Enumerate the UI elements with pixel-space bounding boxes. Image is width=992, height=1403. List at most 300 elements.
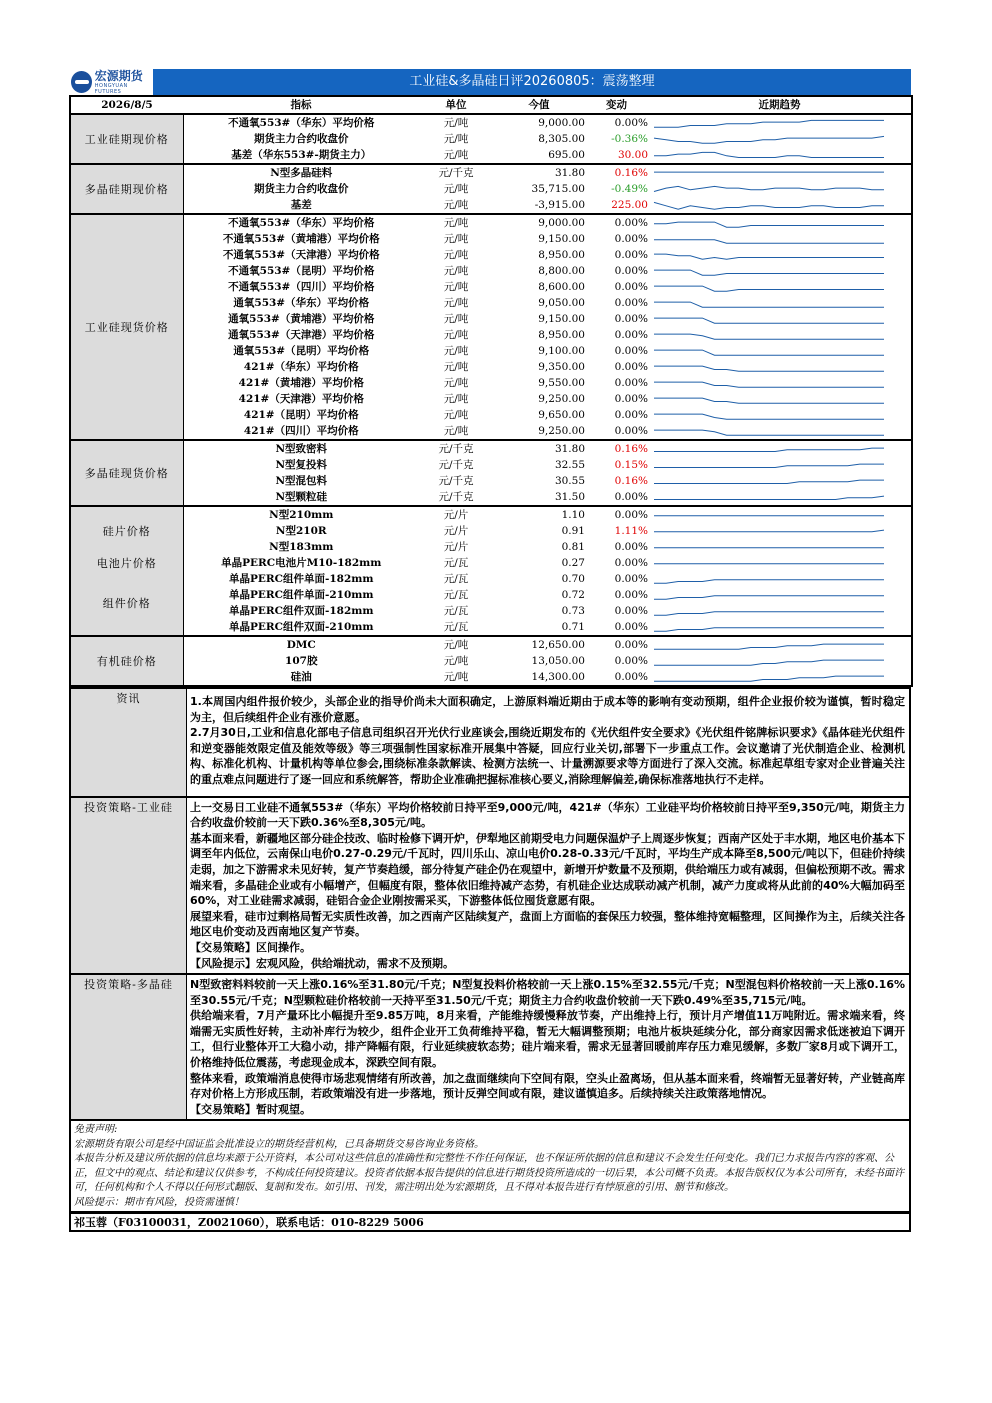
trend-cell bbox=[648, 636, 912, 653]
commentary-table bbox=[69, 687, 911, 1121]
change-cell: -0.49% bbox=[611, 182, 648, 195]
change-cell: 0.00% bbox=[614, 572, 648, 585]
trend-cell bbox=[648, 279, 912, 295]
table-row bbox=[70, 523, 912, 539]
disclaimer-line: 本报告分析及建议所依据的信息均来源于公开资料，本公司对这些信息的准确性和完整性不作任何保证，也不保证所依据的信息和建议不会发生任何变化。我们已力求报告内容的客观、公正，但文中的观点、结论和建议仅供参考，不构成任何投资建议。投资者依据本报告提供的信息进行期货投资所造成的一切后果，本公司概不负责。本报告版权仅为本公司所有，未经书面许可，任何机构和个人不得以任何形式翻版、复制和发布。如引用、刊发，需注明出处为宏源期货，且不得对本报告进行有悖原意的引用、删节和修改。 bbox=[74, 1153, 904, 1194]
indicator-name: N型多晶硅料 bbox=[183, 164, 419, 181]
unit-cell: 元/吨 bbox=[443, 392, 469, 405]
change-cell: 0.00% bbox=[585, 619, 648, 636]
section-paragraph: 1.本周国内组件报价较少，头部企业的指导价尚未大面积确定，上游原料端近期由于成本等的影响有变动预期，组件企业报价较为谨慎，暂时稳定为主，但后续组件企业有涨价意愿。 bbox=[190, 695, 905, 724]
trend-cell bbox=[648, 327, 912, 343]
sparkline-path bbox=[654, 414, 884, 419]
trend-cell bbox=[648, 263, 912, 279]
unit-cell: 元/吨 bbox=[419, 636, 493, 653]
unit-cell: 元/千克 bbox=[419, 440, 493, 457]
change-cell: -0.36% bbox=[611, 132, 648, 145]
unit-cell: 元/吨 bbox=[443, 360, 469, 373]
sparkline-path bbox=[654, 480, 884, 483]
change-cell: 0.00% bbox=[585, 489, 648, 506]
table-row bbox=[70, 587, 912, 603]
unit-cell: 元/吨 bbox=[443, 654, 469, 667]
table-row bbox=[70, 636, 912, 653]
unit-cell: 元/片 bbox=[443, 540, 469, 553]
value-cell: 0.91 bbox=[561, 524, 585, 537]
value-cell: 8,600.00 bbox=[538, 280, 585, 293]
value-cell: 695.00 bbox=[493, 147, 585, 164]
section-paragraph: N型致密料料较前一天上涨0.16%至31.80元/千克；N型复投料价格较前一天上涨0.15%至32.55元/千克；N型混包料价格较前一天上涨0.16%至30.55元/千克；N型颗粒硅价格较前一天持平至31.50元/千克；期货主力合约收盘价较前一天下跌0.49%至35,715元/吨。 bbox=[190, 978, 905, 1007]
change-cell: 0.00% bbox=[585, 669, 648, 686]
value-cell: 35,715.00 bbox=[531, 182, 585, 195]
table-row bbox=[70, 343, 912, 359]
sparkline bbox=[648, 247, 912, 263]
indicator-name: 不通氧553#（黄埔港）平均价格 bbox=[222, 232, 380, 245]
category-label: 硅片价格 bbox=[70, 506, 183, 555]
change-cell: 0.15% bbox=[614, 458, 648, 471]
trend-cell bbox=[648, 231, 912, 247]
change-cell: 0.00% bbox=[614, 248, 648, 261]
table-row bbox=[70, 197, 912, 214]
sparkline-path bbox=[654, 240, 884, 243]
trend-cell bbox=[648, 473, 912, 489]
change-cell: 0.00% bbox=[614, 604, 648, 617]
value-cell: 31.50 bbox=[493, 489, 585, 506]
indicator-name: N型210mm bbox=[183, 506, 419, 523]
sparkline-path bbox=[654, 496, 884, 499]
trend-cell bbox=[648, 343, 912, 359]
indicator-name: N型致密料 bbox=[183, 440, 419, 457]
sparkline-path bbox=[654, 644, 884, 649]
value-cell: 0.27 bbox=[561, 556, 585, 569]
unit-cell: 元/瓦 bbox=[443, 588, 469, 601]
trend-cell bbox=[648, 571, 912, 587]
value-cell: 9,250.00 bbox=[493, 423, 585, 440]
sparkline bbox=[648, 619, 912, 635]
sparkline-path bbox=[654, 152, 884, 157]
sparkline bbox=[648, 423, 912, 439]
analyst-contact: 祁玉蓉（F03100031，Z0021060），联系电话：010-8229 5006 bbox=[69, 1213, 911, 1232]
indicator-name: 单晶PERC组件单面-210mm bbox=[229, 588, 374, 601]
value-cell: 13,050.00 bbox=[531, 654, 585, 667]
commentary-row bbox=[70, 797, 910, 975]
indicator-name: 421#（黄埔港）平均价格 bbox=[238, 376, 364, 389]
indicator-name: 421#（昆明）平均价格 bbox=[243, 408, 359, 421]
sparkline bbox=[648, 571, 912, 587]
change-cell: 0.00% bbox=[585, 506, 648, 523]
table-row bbox=[70, 214, 912, 231]
table-row bbox=[70, 489, 912, 506]
sparkline bbox=[648, 197, 912, 213]
value-cell: 9,000.00 bbox=[493, 114, 585, 131]
sparkline-path bbox=[654, 136, 884, 143]
change-cell: 0.00% bbox=[585, 214, 648, 231]
indicator-name: 421#（天津港）平均价格 bbox=[238, 392, 364, 405]
table-row bbox=[70, 423, 912, 440]
trend-cell bbox=[648, 653, 912, 669]
change-cell: 0.00% bbox=[585, 423, 648, 440]
section-paragraph: 2.7月30日,工业和信息化部电子信息司组织召开光伏行业座谈会,围绕近期发布的《光伏组件安全要求》《光伏组件铭牌标识要求》《晶体硅光伏组件和逆变器能效限定值及能效等级》等三项强制性国家标准开展集中答疑，回应行业关切,部署下一步重点工作。会议邀请了光伏制造企业、检测机构、标准化机构、计量机构等单位参会,围绕标准条款解读、检测方法统一、计量溯源要求等方面进行了深入交流。标准起草组专家对企业普遍关注的重点难点问题进行了逐一回应和系统解答，帮助企业准确把握标准核心要义,消除理解偏差,确保标准落地执行不走样。 bbox=[190, 726, 905, 786]
sparkline-path bbox=[654, 366, 884, 371]
sparkline bbox=[648, 165, 912, 181]
indicator-name: 期货主力合约收盘价 bbox=[254, 132, 349, 145]
sparkline bbox=[648, 295, 912, 311]
unit-cell: 元/瓦 bbox=[419, 619, 493, 636]
table-row bbox=[70, 247, 912, 263]
change-cell: 0.00% bbox=[614, 296, 648, 309]
trend-cell bbox=[648, 391, 912, 407]
trend-cell bbox=[648, 407, 912, 423]
value-cell: 0.70 bbox=[561, 572, 585, 585]
company-logo bbox=[69, 69, 153, 95]
unit-cell: 元/吨 bbox=[419, 423, 493, 440]
indicator-name: 107胶 bbox=[285, 654, 318, 667]
unit-cell: 元/瓦 bbox=[443, 556, 469, 569]
indicator-name: N型复投料 bbox=[275, 458, 328, 471]
sparkline bbox=[648, 359, 912, 375]
value-cell: 8,950.00 bbox=[538, 328, 585, 341]
unit-cell: 元/吨 bbox=[443, 182, 469, 195]
report-header bbox=[69, 69, 911, 95]
value-header: 今值 bbox=[493, 96, 585, 114]
trend-cell bbox=[648, 539, 912, 555]
sparkline-path bbox=[654, 222, 884, 227]
value-cell: 14,300.00 bbox=[493, 669, 585, 686]
sparkline-path bbox=[654, 270, 884, 275]
category-label: 多晶硅期现价格 bbox=[70, 164, 183, 214]
indicator-header: 指标 bbox=[183, 96, 419, 114]
unit-cell: 元/吨 bbox=[419, 114, 493, 131]
table-row bbox=[70, 147, 912, 164]
trend-cell bbox=[648, 423, 912, 440]
table-row bbox=[70, 279, 912, 295]
sparkline-path bbox=[654, 464, 884, 467]
value-cell: 0.81 bbox=[561, 540, 585, 553]
trend-cell bbox=[648, 523, 912, 539]
sparkline bbox=[648, 603, 912, 619]
section-label: 资讯 bbox=[70, 688, 187, 797]
sparkline-path bbox=[654, 660, 884, 665]
trend-cell bbox=[648, 181, 912, 197]
sparkline bbox=[648, 489, 912, 505]
change-cell: 1.11% bbox=[614, 524, 648, 537]
trend-header: 近期趋势 bbox=[648, 96, 912, 114]
unit-cell: 元/吨 bbox=[443, 232, 469, 245]
change-cell: 0.00% bbox=[614, 328, 648, 341]
section-paragraph: 【风险提示】宏观风险，供给端扰动，需求不及预期。 bbox=[190, 956, 454, 970]
table-row bbox=[70, 164, 912, 181]
change-cell: 0.00% bbox=[614, 232, 648, 245]
indicator-name: 不通氧553#（昆明）平均价格 bbox=[228, 264, 375, 277]
sparkline-path bbox=[654, 676, 884, 681]
trend-cell bbox=[648, 619, 912, 636]
change-cell: 0.00% bbox=[614, 360, 648, 373]
change-cell: 0.00% bbox=[614, 654, 648, 667]
sparkline bbox=[648, 555, 912, 571]
section-paragraph: 整体来看，政策端消息使得市场悲观情绪有所改善，加之盘面继续向下空间有限，空头止盈离场，但从基本面来看，终端暂无显著好转，产业链高库存对价格上方形成压制，若政策端没有进一步落地，预计反弹空间或有限，建议谨慎追多。后续持续关注政策落地情况。 bbox=[190, 1071, 905, 1101]
indicator-name: 通氧553#（华东）平均价格 bbox=[233, 296, 370, 309]
commentary-row bbox=[70, 688, 910, 797]
indicator-name: N型混包料 bbox=[275, 474, 328, 487]
change-cell: 0.16% bbox=[614, 474, 648, 487]
report-title: 工业硅&多晶硅日评20260805：震荡整理 bbox=[153, 69, 911, 95]
trend-cell bbox=[648, 295, 912, 311]
indicator-name: 421#（四川）平均价格 bbox=[183, 423, 419, 440]
table-row bbox=[70, 181, 912, 197]
trend-cell bbox=[648, 555, 912, 571]
section-body bbox=[187, 688, 911, 797]
commentary-row bbox=[70, 974, 910, 1120]
trend-cell bbox=[648, 440, 912, 457]
indicator-name: 期货主力合约收盘价 bbox=[254, 182, 349, 195]
unit-cell: 元/吨 bbox=[419, 214, 493, 231]
table-row bbox=[70, 603, 912, 619]
indicator-name: 单晶PERC组件双面-210mm bbox=[183, 619, 419, 636]
change-cell: 0.00% bbox=[614, 376, 648, 389]
sparkline-path bbox=[654, 286, 884, 291]
indicator-name: 通氧553#（黄埔港）平均价格 bbox=[228, 312, 375, 325]
unit-cell: 元/千克 bbox=[438, 458, 474, 471]
value-cell: 9,350.00 bbox=[538, 360, 585, 373]
table-row bbox=[70, 457, 912, 473]
indicator-name: 不通氧553#（华东）平均价格 bbox=[183, 114, 419, 131]
trend-cell bbox=[648, 359, 912, 375]
change-cell: 0.00% bbox=[614, 344, 648, 357]
sparkline bbox=[648, 669, 912, 685]
sparkline bbox=[648, 507, 912, 523]
sparkline bbox=[648, 375, 912, 391]
table-row bbox=[70, 473, 912, 489]
table-row bbox=[70, 571, 912, 587]
unit-cell: 元/吨 bbox=[443, 312, 469, 325]
unit-cell: 元/吨 bbox=[443, 408, 469, 421]
unit-cell: 元/片 bbox=[443, 524, 469, 537]
disclaimer-line: 宏源期货有限公司是经中国证监会批准设立的期货经营机构，已具备期货交易咨询业务资格。 bbox=[74, 1138, 484, 1150]
disclaimer bbox=[69, 1121, 911, 1213]
section-label: 投资策略-工业硅 bbox=[70, 797, 187, 975]
sparkline-path bbox=[654, 382, 884, 387]
change-cell: 0.16% bbox=[585, 164, 648, 181]
indicator-name: N型颗粒硅 bbox=[183, 489, 419, 506]
value-cell: 0.73 bbox=[561, 604, 585, 617]
value-cell: 9,000.00 bbox=[493, 214, 585, 231]
sparkline-path bbox=[654, 398, 884, 403]
value-cell: 32.55 bbox=[554, 458, 585, 471]
sparkline-path bbox=[654, 254, 884, 259]
value-cell: 30.55 bbox=[554, 474, 585, 487]
trend-cell bbox=[648, 375, 912, 391]
sparkline bbox=[648, 147, 912, 163]
change-cell: 0.00% bbox=[585, 636, 648, 653]
table-row bbox=[70, 359, 912, 375]
value-cell: 9,250.00 bbox=[538, 392, 585, 405]
unit-cell: 元/瓦 bbox=[443, 604, 469, 617]
trend-cell bbox=[648, 197, 912, 214]
value-cell: -3,915.00 bbox=[493, 197, 585, 214]
sparkline bbox=[648, 311, 912, 327]
report-sheet bbox=[69, 69, 911, 1232]
table-row bbox=[70, 653, 912, 669]
category-label: 有机硅价格 bbox=[70, 636, 183, 686]
change-cell: 0.00% bbox=[614, 264, 648, 277]
disclaimer-heading: 免责声明: bbox=[74, 1124, 118, 1136]
indicator-name: 421#（华东）平均价格 bbox=[243, 360, 359, 373]
indicator-name: 单晶PERC电池片M10-182mm bbox=[221, 556, 382, 569]
sparkline bbox=[648, 457, 912, 473]
change-cell: 0.00% bbox=[614, 408, 648, 421]
unit-cell: 元/片 bbox=[419, 506, 493, 523]
value-cell: 9,650.00 bbox=[538, 408, 585, 421]
indicator-name: 单晶PERC组件双面-182mm bbox=[229, 604, 374, 617]
section-paragraph: 基本面来看，新疆地区部分硅企技改、临时检修下调开炉，伊犁地区前期受电力问题保温炉子上周逐步恢复；西南产区处于丰水期，地区电价基本下调至年内低位，云南保山电价0.27-0.29元/千瓦时，四川乐山、凉山电价0.28-0.33元/千瓦时，平均生产成本降至8,500元/吨以下，但硅价持续走弱，加之下游需求未见好转，复产节奏趋缓，部分待复产硅企仍在观望中，新增开炉数量不及预期，供给端压力或有减弱，但偏松预期不改。需求端来看，多晶硅企业或有小幅增产，但幅度有限，整体依旧维持减产态势，有机硅企业达成联动减产机制，减产力度或将从此前的40%大幅加码至60%，对工业硅需求减弱，硅铝合金企业刚按需采买，下游整体低位囤货意愿有限。 bbox=[190, 831, 905, 908]
trend-cell bbox=[648, 457, 912, 473]
unit-cell: 元/吨 bbox=[443, 344, 469, 357]
trend-cell bbox=[648, 114, 912, 131]
sparkline bbox=[648, 115, 912, 131]
value-cell: 9,550.00 bbox=[538, 376, 585, 389]
change-cell: 0.00% bbox=[614, 540, 648, 553]
unit-cell: 元/吨 bbox=[443, 248, 469, 261]
sparkline bbox=[648, 215, 912, 231]
change-cell: 0.16% bbox=[585, 440, 648, 457]
sparkline bbox=[648, 407, 912, 423]
indicator-name: 单晶PERC组件单面-182mm bbox=[229, 572, 374, 585]
category-label: 组件价格 bbox=[70, 571, 183, 636]
sparkline-path bbox=[654, 302, 884, 307]
sparkline-path bbox=[654, 350, 884, 355]
change-header: 变动 bbox=[585, 96, 648, 114]
category-label: 工业硅现货价格 bbox=[70, 214, 183, 440]
sparkline-path bbox=[654, 202, 884, 209]
value-cell: 9,150.00 bbox=[538, 232, 585, 245]
indicator-name: N型210R bbox=[275, 524, 327, 537]
indicator-name: 基差（华东553#-期货主力） bbox=[183, 147, 419, 164]
table-header-row bbox=[70, 96, 912, 114]
sparkline bbox=[648, 441, 912, 457]
table-row bbox=[70, 131, 912, 147]
unit-cell: 元/千克 bbox=[419, 164, 493, 181]
table-row bbox=[70, 327, 912, 343]
sparkline bbox=[648, 539, 912, 555]
unit-cell: 元/吨 bbox=[443, 132, 469, 145]
section-paragraph: 展望来看，硅市过剩格局暂无实质性改善，加之西南产区陆续复产，盘面上方面临的套保压力较强，整体维持宽幅整理，区间操作为主，后续关注各地区电价变动及西南地区复产节奏。 bbox=[190, 909, 905, 939]
trend-cell bbox=[648, 603, 912, 619]
indicator-name: 不通氧553#（华东）平均价格 bbox=[183, 214, 419, 231]
change-cell: 0.00% bbox=[614, 280, 648, 293]
table-row bbox=[70, 231, 912, 247]
unit-cell: 元/吨 bbox=[419, 669, 493, 686]
sparkline bbox=[648, 263, 912, 279]
table-row bbox=[70, 539, 912, 555]
section-paragraph: 供给端来看，7月产量环比小幅提升至9.85万吨，8月来看，产能维持缓慢释放节奏，产出维持上行，预计月产增值11万吨附近。需求端来看，终端需无实质性好转，主动补库行为较少，组件企业开工负荷维持平稳，暂无大幅调整预期；电池片板块延续分化，部分商家因需求低迷被迫下调开工，但行业整体开工大稳小动，排产降幅有限，行业延续疲软态势；硅片端来看，需求无显著回暖前库存压力难见缓解，多数厂家8月或下调开工，价格维持低位震荡，考虑现金成本，深跌空间有限。 bbox=[190, 1009, 905, 1070]
change-cell: 0.00% bbox=[614, 556, 648, 569]
trend-cell bbox=[648, 489, 912, 506]
section-label: 投资策略-多晶硅 bbox=[70, 974, 187, 1120]
table-row bbox=[70, 375, 912, 391]
date-header: 2026/8/5 bbox=[70, 96, 183, 114]
value-cell: 8,800.00 bbox=[538, 264, 585, 277]
indicator-name: 不通氧553#（天津港）平均价格 bbox=[222, 248, 380, 261]
sparkline bbox=[648, 279, 912, 295]
trend-cell bbox=[648, 587, 912, 603]
value-cell: 9,100.00 bbox=[538, 344, 585, 357]
category-label: 电池片价格 bbox=[70, 555, 183, 571]
unit-cell: 元/吨 bbox=[443, 280, 469, 293]
logo-english: HONGYUAN FUTURES bbox=[94, 82, 128, 95]
value-cell: 8,950.00 bbox=[538, 248, 585, 261]
change-cell: 30.00 bbox=[585, 147, 648, 164]
sparkline-path bbox=[654, 448, 884, 451]
trend-cell bbox=[648, 131, 912, 147]
sparkline bbox=[648, 391, 912, 407]
unit-cell: 元/千克 bbox=[419, 489, 493, 506]
value-cell: 31.80 bbox=[493, 440, 585, 457]
table-row bbox=[70, 407, 912, 423]
change-cell: 0.00% bbox=[614, 588, 648, 601]
indicator-name: 基差 bbox=[183, 197, 419, 214]
table-row bbox=[70, 555, 912, 571]
sparkline bbox=[648, 587, 912, 603]
value-cell: 1.10 bbox=[493, 506, 585, 523]
sparkline-path bbox=[654, 334, 884, 339]
sparkline bbox=[648, 653, 912, 669]
section-body bbox=[187, 974, 911, 1120]
section-paragraph: 上一交易日工业硅不通氧553#（华东）平均价格较前日持平至9,000元/吨，421#（华东）工业硅平均价格较前日持平至9,350元/吨，期货主力合约收盘价较前一天下跌0.36%至8,305元/吨。 bbox=[190, 800, 905, 830]
table-row bbox=[70, 295, 912, 311]
value-cell: 0.72 bbox=[561, 588, 585, 601]
table-row bbox=[70, 619, 912, 636]
unit-cell: 元/千克 bbox=[438, 474, 474, 487]
change-cell: 0.00% bbox=[585, 114, 648, 131]
table-row bbox=[70, 669, 912, 686]
unit-cell: 元/吨 bbox=[443, 264, 469, 277]
section-paragraph: 【交易策略】暂时观望。 bbox=[190, 1102, 311, 1116]
sparkline-path bbox=[654, 318, 884, 323]
unit-cell: 元/吨 bbox=[419, 147, 493, 164]
value-cell: 0.71 bbox=[493, 619, 585, 636]
logo-icon bbox=[71, 71, 92, 93]
table-row bbox=[70, 311, 912, 327]
indicator-name: 通氧553#（天津港）平均价格 bbox=[228, 328, 375, 341]
sparkline-path bbox=[654, 430, 884, 435]
sparkline-path bbox=[654, 628, 884, 631]
indicator-name: 不通氧553#（四川）平均价格 bbox=[228, 280, 375, 293]
sparkline bbox=[648, 231, 912, 247]
indicator-name: 通氧553#（昆明）平均价格 bbox=[233, 344, 370, 357]
trend-cell bbox=[648, 247, 912, 263]
section-paragraph: 【交易策略】区间操作。 bbox=[190, 940, 311, 954]
sparkline bbox=[648, 637, 912, 653]
sparkline-path bbox=[654, 596, 884, 599]
value-cell: 9,050.00 bbox=[538, 296, 585, 309]
value-cell: 31.80 bbox=[493, 164, 585, 181]
change-cell: 225.00 bbox=[585, 197, 648, 214]
trend-cell bbox=[648, 506, 912, 523]
sparkline bbox=[648, 473, 912, 489]
value-cell: 8,305.00 bbox=[538, 132, 585, 145]
indicator-name: DMC bbox=[183, 636, 419, 653]
unit-cell: 元/吨 bbox=[443, 328, 469, 341]
value-cell: 12,650.00 bbox=[493, 636, 585, 653]
category-label: 多晶硅现货价格 bbox=[70, 440, 183, 506]
change-cell: 0.00% bbox=[614, 392, 648, 405]
unit-header: 单位 bbox=[419, 96, 493, 114]
trend-cell bbox=[648, 214, 912, 231]
unit-cell: 元/瓦 bbox=[443, 572, 469, 585]
trend-cell bbox=[648, 669, 912, 686]
disclaimer-line: 风险提示：期市有风险，投资需谨慎！ bbox=[74, 1196, 244, 1208]
table-row bbox=[70, 114, 912, 131]
sparkline-path bbox=[654, 186, 884, 191]
sparkline-path bbox=[654, 530, 884, 532]
